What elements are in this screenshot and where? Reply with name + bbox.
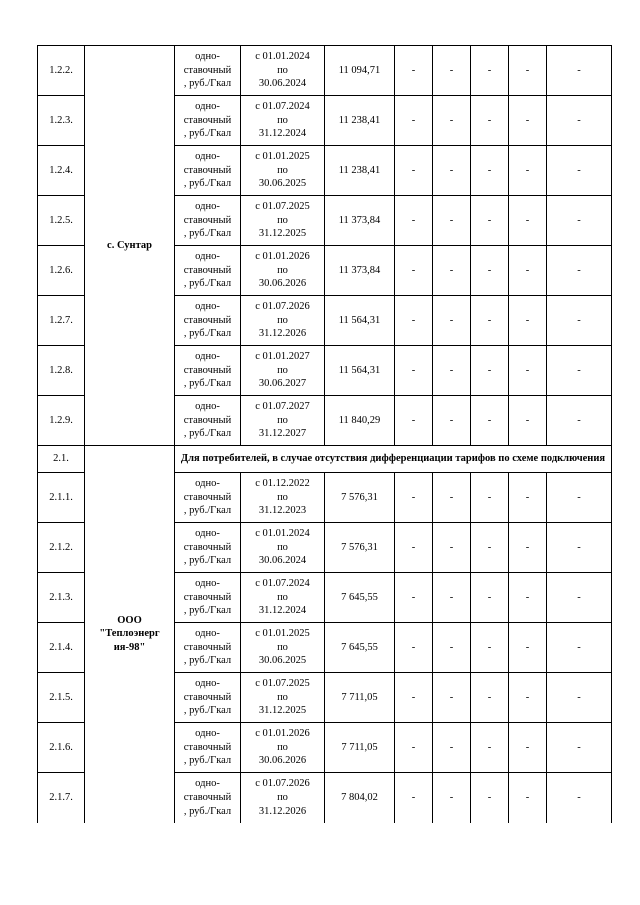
empty-dash-cell: - [509,623,547,673]
empty-dash-cell: - [471,573,509,623]
tariff-value: 11 373,84 [325,246,395,296]
empty-dash-cell: - [509,396,547,446]
row-number: 2.1.3. [38,573,85,623]
empty-dash-cell: - [509,773,547,823]
tariff-value: 11 373,84 [325,196,395,246]
empty-dash-cell: - [433,523,471,573]
row-number: 2.1.7. [38,773,85,823]
empty-dash-cell: - [395,573,433,623]
empty-dash-cell: - [509,246,547,296]
empty-dash-cell: - [509,473,547,523]
empty-dash-cell: - [547,46,612,96]
empty-dash-cell: - [395,46,433,96]
empty-dash-cell: - [509,46,547,96]
validity-period: с 01.07.2027 по 31.12.2027 [241,396,325,446]
empty-dash-cell: - [471,723,509,773]
empty-dash-cell: - [433,96,471,146]
rate-type: одно- ставочный , руб./Гкал [175,473,241,523]
validity-period: с 01.01.2024 по 30.06.2024 [241,46,325,96]
empty-dash-cell: - [471,346,509,396]
empty-dash-cell: - [471,146,509,196]
tariff-value: 11 564,31 [325,296,395,346]
row-number: 2.1.6. [38,723,85,773]
validity-period: с 01.01.2024 по 30.06.2024 [241,523,325,573]
tariff-value: 7 645,55 [325,573,395,623]
empty-dash-cell: - [395,246,433,296]
rate-type: одно- ставочный , руб./Гкал [175,146,241,196]
validity-period: с 01.07.2025 по 31.12.2025 [241,196,325,246]
empty-dash-cell: - [509,723,547,773]
empty-dash-cell: - [471,623,509,673]
row-number: 1.2.3. [38,96,85,146]
empty-dash-cell: - [395,346,433,396]
empty-dash-cell: - [433,473,471,523]
rate-type: одно- ставочный , руб./Гкал [175,246,241,296]
empty-dash-cell: - [547,246,612,296]
empty-dash-cell: - [509,296,547,346]
tariff-table-body [38,46,612,823]
empty-dash-cell: - [395,96,433,146]
tariff-value: 11 564,31 [325,346,395,396]
empty-dash-cell: - [547,296,612,346]
empty-dash-cell: - [547,96,612,146]
rate-type: одно- ставочный , руб./Гкал [175,623,241,673]
empty-dash-cell: - [433,573,471,623]
empty-dash-cell: - [433,623,471,673]
tariff-value: 11 238,41 [325,146,395,196]
empty-dash-cell: - [509,523,547,573]
validity-period: с 01.07.2026 по 31.12.2026 [241,296,325,346]
rate-type: одно- ставочный , руб./Гкал [175,296,241,346]
tariff-value: 7 576,31 [325,523,395,573]
empty-dash-cell: - [395,146,433,196]
empty-dash-cell: - [547,623,612,673]
empty-dash-cell: - [395,673,433,723]
empty-dash-cell: - [547,196,612,246]
empty-dash-cell: - [547,523,612,573]
row-number: 1.2.5. [38,196,85,246]
empty-dash-cell: - [509,573,547,623]
empty-dash-cell: - [547,396,612,446]
empty-dash-cell: - [395,623,433,673]
empty-dash-cell: - [471,196,509,246]
empty-dash-cell: - [471,396,509,446]
row-number: 1.2.8. [38,346,85,396]
empty-dash-cell: - [433,196,471,246]
rate-type: одно- ставочный , руб./Гкал [175,396,241,446]
empty-dash-cell: - [509,673,547,723]
rate-type: одно- ставочный , руб./Гкал [175,346,241,396]
validity-period: с 01.07.2025 по 31.12.2025 [241,673,325,723]
empty-dash-cell: - [547,773,612,823]
empty-dash-cell: - [471,473,509,523]
empty-dash-cell: - [395,473,433,523]
section-header-row [38,446,612,473]
tariff-value: 7 576,31 [325,473,395,523]
validity-period: с 01.01.2027 по 30.06.2027 [241,346,325,396]
rate-type: одно- ставочный , руб./Гкал [175,196,241,246]
empty-dash-cell: - [471,673,509,723]
validity-period: с 01.01.2026 по 30.06.2026 [241,246,325,296]
tariff-value: 7 804,02 [325,773,395,823]
empty-dash-cell: - [509,146,547,196]
empty-dash-cell: - [433,346,471,396]
empty-dash-cell: - [547,723,612,773]
empty-dash-cell: - [433,296,471,346]
validity-period: с 01.12.2022 по 31.12.2023 [241,473,325,523]
tariff-value: 11 094,71 [325,46,395,96]
validity-period: с 01.01.2025 по 30.06.2025 [241,623,325,673]
tariff-value: 11 238,41 [325,96,395,146]
validity-period: с 01.07.2026 по 31.12.2026 [241,773,325,823]
empty-dash-cell: - [471,523,509,573]
empty-dash-cell: - [509,96,547,146]
empty-dash-cell: - [471,46,509,96]
section-title: Для потребителей, в случае отсутствия дифференциации тарифов по схеме подключения [175,446,612,473]
rate-type: одно- ставочный , руб./Гкал [175,773,241,823]
tariff-table [37,45,612,823]
empty-dash-cell: - [471,773,509,823]
empty-dash-cell: - [433,46,471,96]
row-number: 1.2.4. [38,146,85,196]
row-number: 1.2.2. [38,46,85,96]
empty-dash-cell: - [395,396,433,446]
empty-dash-cell: - [433,773,471,823]
rate-type: одно- ставочный , руб./Гкал [175,523,241,573]
empty-dash-cell: - [395,196,433,246]
empty-dash-cell: - [547,346,612,396]
row-number: 2.1.5. [38,673,85,723]
empty-dash-cell: - [433,673,471,723]
empty-dash-cell: - [471,296,509,346]
rate-type: одно- ставочный , руб./Гкал [175,673,241,723]
empty-dash-cell: - [433,723,471,773]
rate-type: одно- ставочный , руб./Гкал [175,573,241,623]
empty-dash-cell: - [395,773,433,823]
table-row [38,46,612,96]
tariff-value: 7 711,05 [325,723,395,773]
row-number: 2.1.4. [38,623,85,673]
validity-period: с 01.01.2025 по 30.06.2025 [241,146,325,196]
row-number: 1.2.6. [38,246,85,296]
empty-dash-cell: - [547,146,612,196]
empty-dash-cell: - [395,296,433,346]
organization-cell: ООО "Теплоэнерг ия-98" [85,446,175,823]
empty-dash-cell: - [547,573,612,623]
empty-dash-cell: - [433,396,471,446]
locality-cell: с. Сунтар [85,46,175,446]
empty-dash-cell: - [395,723,433,773]
rate-type: одно- ставочный , руб./Гкал [175,46,241,96]
empty-dash-cell: - [433,246,471,296]
validity-period: с 01.07.2024 по 31.12.2024 [241,96,325,146]
tariff-value: 7 711,05 [325,673,395,723]
row-number: 2.1.2. [38,523,85,573]
empty-dash-cell: - [509,346,547,396]
rate-type: одно- ставочный , руб./Гкал [175,723,241,773]
empty-dash-cell: - [471,246,509,296]
row-number: 1.2.9. [38,396,85,446]
empty-dash-cell: - [433,146,471,196]
row-number: 1.2.7. [38,296,85,346]
empty-dash-cell: - [509,196,547,246]
empty-dash-cell: - [547,473,612,523]
validity-period: с 01.07.2024 по 31.12.2024 [241,573,325,623]
row-number: 2.1.1. [38,473,85,523]
tariff-value: 7 645,55 [325,623,395,673]
tariff-value: 11 840,29 [325,396,395,446]
empty-dash-cell: - [471,96,509,146]
validity-period: с 01.01.2026 по 30.06.2026 [241,723,325,773]
empty-dash-cell: - [395,523,433,573]
rate-type: одно- ставочный , руб./Гкал [175,96,241,146]
empty-dash-cell: - [547,673,612,723]
section-number: 2.1. [38,446,85,473]
